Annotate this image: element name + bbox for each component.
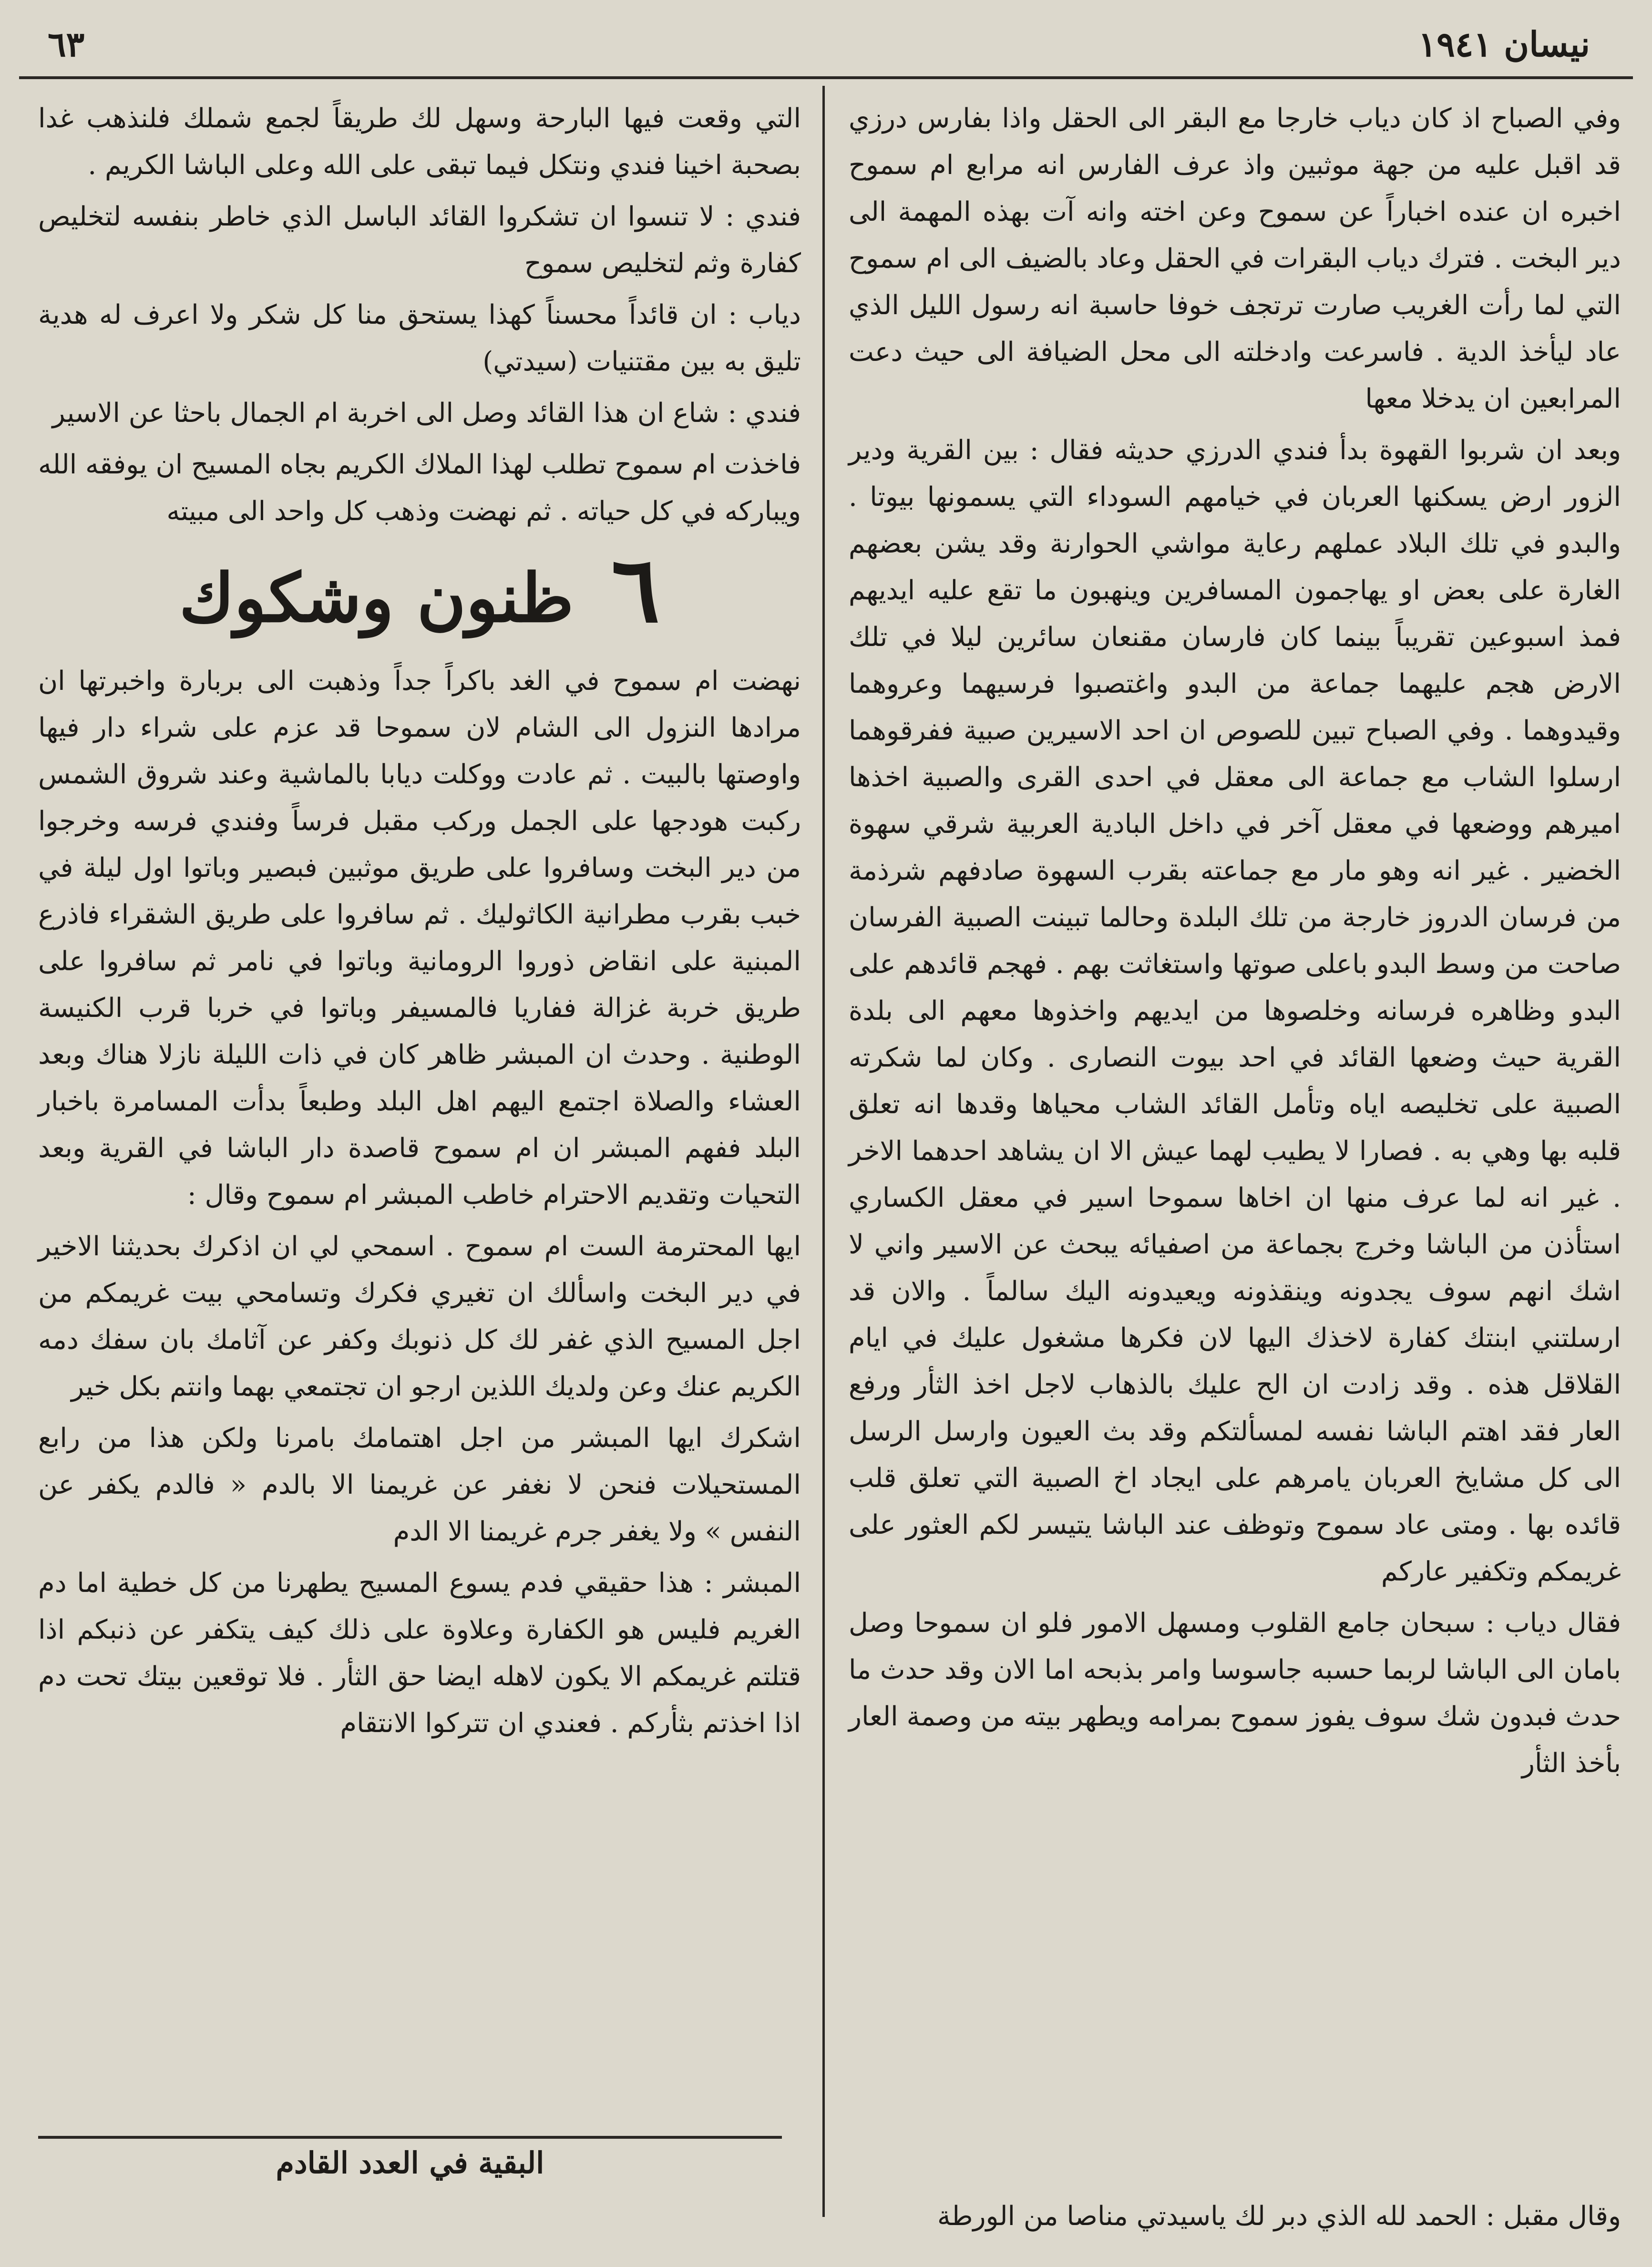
header-rule	[19, 76, 1633, 79]
paragraph: فندي : شاع ان هذا القائد وصل الى اخربة ام الجمال باحثا عن الاسير	[52, 398, 801, 429]
page-number: ٦٣	[48, 24, 85, 64]
left-column	[38, 95, 801, 1752]
paragraph: فقال دياب : سبحان جامع القلوب ومسهل الامور فلو ان سموحا وصل بامان الى الباشا لربما حسبه جاسوسا وامر بذبحه اما الان وقد حدث ما حدث فبدون شك سوف يفوز سموح بمرامه ويطهر بيته من وصمة العار بأخذ الثأر	[849, 1608, 1621, 1779]
column-divider	[822, 86, 825, 2217]
right-column-last-line: وقال مقبل : الحمد لله الذي دبر لك ياسيدتي مناصا من الورطة	[937, 2201, 1621, 2232]
paragraph: نهضت ام سموح في الغد باكراً جداً وذهبت الى بربارة واخبرتها ان مرادها النزول الى الشام لان سموحا قد عزم على شراء دار فيها واوصتها بالبيت . ثم عادت ووكلت ديابا بالماشية وعند شروق الشمس ركبت هودجها على الجمل وركب مقبل فرساً وفندي فرسه وخرجوا من دير البخت وسافروا على طريق موثبين فبصير وباتوا اول ليلة في خبب بقرب مطرانية الكاثوليك . ثم سافروا على طريق الشقراء فاذرع المبنية على انقاض ذوروا الرومانية وباتوا في نامر ثم سافروا على طريق خربة غزالة ففاريا فالمسيفر وباتوا في خربا قرب الكنيسة الوطنية . وحدث ان المبشر ظاهر كان في ذات الليلة نازلا هناك وبعد العشاء والصلاة اجتمع اليهم اهل البلد وطبعاً بدأت المسامرة باخبار البلد ففهم المبشر ان ام سموح قاصدة دار الباشا في القرية وبعد التحيات وتقديم الاحترام خاطب المبشر ام سموح وقال :	[38, 666, 801, 1210]
section-heading	[38, 536, 801, 643]
paragraph: التي وقعت فيها البارحة وسهل لك طريقاً لجمع شملك فلنذهب غدا بصحبة اخينا فندي ونتكل فيما تبقى على الله وعلى الباشا الكريم .	[38, 103, 801, 181]
paragraph: فندي : لا تنسوا ان تشكروا القائد الباسل الذي خاطر بنفسه لتخليص كفارة وثم لتخليص سموح	[38, 201, 801, 279]
continued-note: البقية في العدد القادم	[276, 2145, 544, 2180]
footer-rule	[38, 2136, 782, 2139]
paragraph: دياب : ان قائداً محسناً كهذا يستحق منا كل شكر ولا اعرف له هدية تليق به بين مقتنيات (سيدتي)	[38, 299, 801, 377]
header-date: نيسان ١٩٤١	[1418, 24, 1590, 64]
right-column	[849, 95, 1621, 1792]
paragraph: اشكرك ايها المبشر من اجل اهتمامك بامرنا ولكن هذا من رابع المستحيلات فنحن لا نغفر عن غريمنا الا بالدم « فالدم يكفر عن النفس » ولا يغفر جرم غريمنا الا الدم	[38, 1423, 801, 1547]
paragraph: ايها المحترمة الست ام سموح . اسمحي لي ان اذكرك بحديثنا الاخير في دير البخت واسألك ان تغيري فكرك وتسامحي بيت غريمكم من اجل المسيح الذي غفر لك كل ذنوبك وكفر عن آثامك بان سفك دمه الكريم عنك وعن ولديك اللذين ارجو ان تجتمعي بهما وانتم بكل خير	[38, 1231, 801, 1402]
paragraph: وفي الصباح اذ كان دياب خارجا مع البقر الى الحقل واذا بفارس درزي قد اقبل عليه من جهة موثبين واذ عرف الفارس انه مرابع ام سموح اخبره ان عنده اخباراً عن سموح وعن اخته وانه آت بهذه المهمة الى دير البخت . فترك دياب البقرات في الحقل وعاد بالضيف الى ام سموح التي لما رأت الغريب صارت ترتجف خوفا حاسبة انه رسول الليل الذي عاد ليأخذ الدية . فاسرعت وادخلته الى محل الضيافة الى حيث دعت المرابعين ان يدخلا معها	[849, 103, 1621, 414]
paragraph: وبعد ان شربوا القهوة بدأ فندي الدرزي حديثه فقال : بين القرية ودير الزور ارض يسكنها العربان في خيامهم السوداء التي يسمونها بيوتا . والبدو في تلك البلاد عملهم رعاية مواشي الحوارنة وقد يشن بعضهم الغارة على بعض او يهاجمون المسافرين وينهبون ما تقع عليه ايديهم فمذ اسبوعين تقريباً بينما كان فارسان مقنعان سائرين ليلا في تلك الارض هجم عليهما جماعة من البدو واغتصبوا فرسيهما وعروهما وقيدوهما . وفي الصباح تبين للصوص ان احد الاسيرين صبية ففرقوهما ارسلوا الشاب مع جماعة الى معقل في احدى القرى والصبية اخذها اميرهم ووضعها في معقل آخر في داخل البادية العربية شرقي سهوة الخضير . غير انه وهو مار مع جماعته بقرب السهوة صادفهم شرذمة من فرسان الدروز خارجة من تلك البلدة وحالما تبينت الصبية الفرسان صاحت من وسط البدو باعلى صوتها واستغاثت بهم . فهجم قائدهم على البدو وظاهره فرسانه وخلصوها من ايديهم واخذوها معهم الى بلدة القرية حيث وضعها القائد في احد بيوت النصارى . وكان لما شكرته الصبية على تخليصه اياه وتأمل القائد الشاب محياها وقدها انه تعلق قلبه بها وهي به . فصارا لا يطيب لهما عيش الا ان يشاهد احدهما الاخر . غير انه لما عرف منها ان اخاها سموحا اسير في معقل الكساري استأذن من الباشا وخرج بجماعة من اصفيائه يبحث عن الاسير واني لا اشك انهم سوف يجدونه وينقذونه ويعيدونه اليك سالماً . والان قد ارسلتني ابنتك كفارة لاخذك اليها لان فكرها مشغول عليك في ايام القلاقل هذه . وقد زادت ان الح عليك بالذهاب لاجل اخذ الثأر ورفع العار فقد اهتم الباشا نفسه لمسألتكم وقد بث العيون وارسل الرسل الى كل مشايخ العربان يامرهم على ايجاد اخ الصبية التي تعلق قلب قائده بها . ومتى عاد سموح وتوظف عند الباشا يتيسر لكم العثور على غريمكم وتكفير عاركم	[849, 435, 1621, 1587]
paragraph: فاخذت ام سموح تطلب لهذا الملاك الكريم بجاه المسيح ان يوفقه الله ويباركه في كل حياته . ثم نهضت وذهب كل واحد الى مبيته	[38, 449, 801, 527]
page-header	[29, 19, 1623, 76]
paragraph: المبشر : هذا حقيقي فدم يسوع المسيح يطهرنا من كل خطية اما دم الغريم فليس هو الكفارة وعلاوة على ذلك كيف يتكفر عن ذنبكم اذا قتلتم غريمكم الا يكون لاهله ايضا حق الثأر . فلا توقعين بيتك تحت دم اذا اخذتم بثأركم . فعندي ان تتركوا الانتقام	[38, 1568, 801, 1739]
section-number: ٦	[611, 536, 660, 643]
section-title: ظنون وشكوك	[179, 559, 574, 637]
